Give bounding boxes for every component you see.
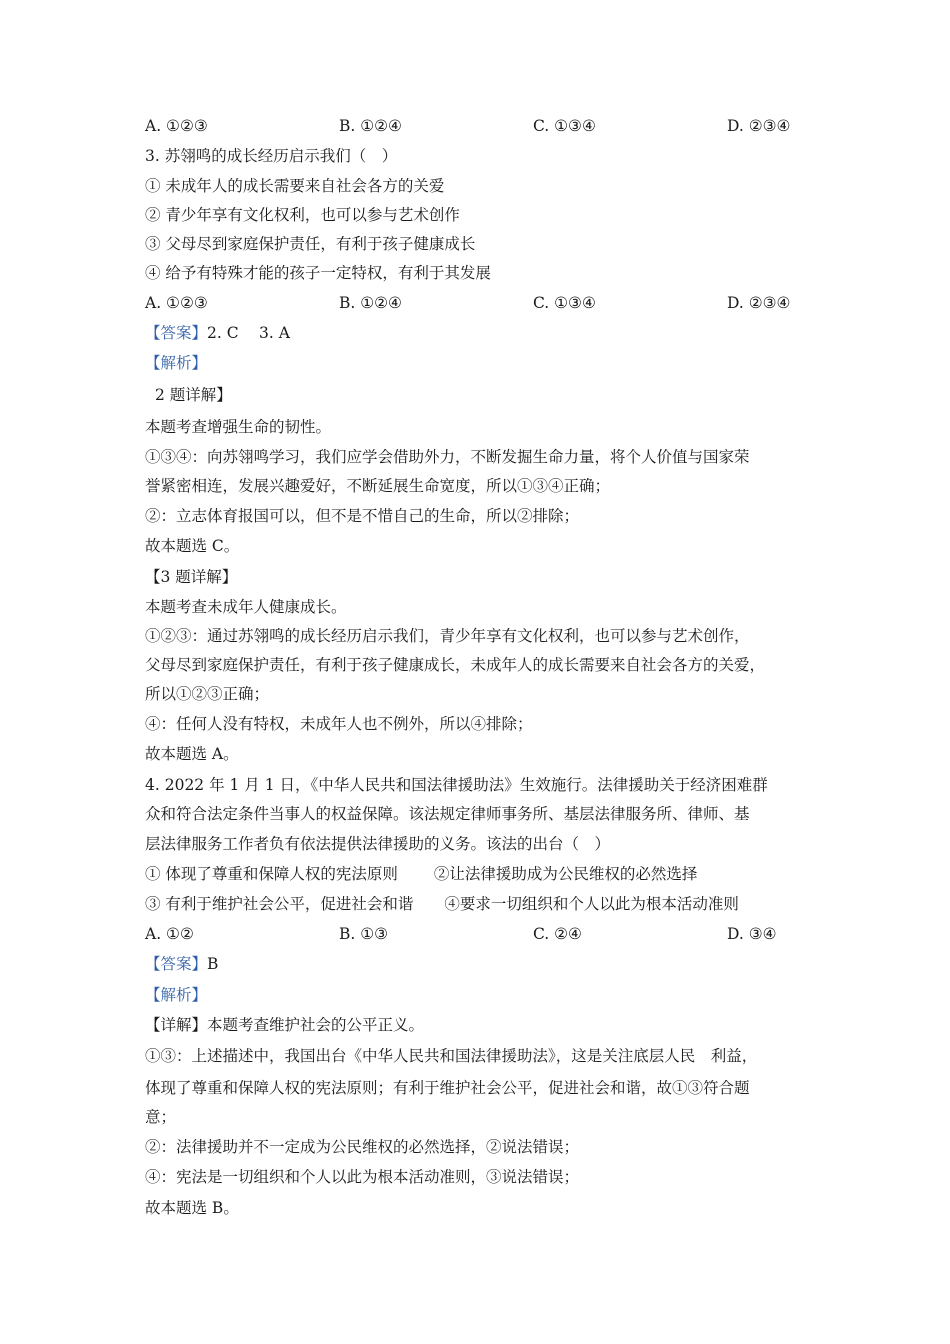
- q2-detail-line: ①③④：向苏翎鸣学习，我们应学会借助外力，不断发掘生命力量，将个人价值与国家荣: [145, 448, 750, 466]
- q4-detail-line: ①③：上述描述中，我国出台《中华人民共和国法律援助法》，这是关注底层人民 利益，: [145, 1047, 758, 1065]
- analysis-tag: 【解析】: [145, 986, 208, 1004]
- q3-detail-line: ④：任何人没有特权，未成年人也不例外，所以④排除；: [145, 715, 533, 733]
- q3-detail-line: ①②③：通过苏翎鸣的成长经历启示我们，青少年享有文化权利，也可以参与艺术创作，: [145, 627, 750, 645]
- option-b: B. ①②④: [339, 294, 402, 312]
- option-d: D. ③④: [727, 925, 777, 943]
- answer-tag: 【答案】: [145, 324, 208, 342]
- answer-text: 2. C 3. A: [207, 324, 290, 342]
- analysis-tag: 【解析】: [145, 354, 208, 372]
- q3-detail-line: 本题考查未成年人健康成长。: [145, 598, 347, 616]
- answer-line: [145, 322, 815, 344]
- q3-detail-line: 故本题选 A。: [145, 745, 239, 763]
- q4-detail-heading: [145, 1014, 815, 1036]
- q4-stem-line: 层法律服务工作者负有依法提供法律援助的义务。该法的出台（ ）: [145, 835, 611, 853]
- detail-tag: 【详解】: [145, 1016, 208, 1034]
- q3-item: ④ 给予有特殊才能的孩子一定特权，有利于其发展: [145, 264, 491, 282]
- option-d: D. ②③④: [727, 294, 791, 312]
- q4-detail-line: 意；: [145, 1108, 177, 1126]
- q2-detail-line: 誉紧密相连，发展兴趣爱好，不断延展生命宽度，所以①③④正确；: [145, 477, 611, 495]
- q3-options: [145, 292, 825, 314]
- q4-detail-line: ④：宪法是一切组织和个人以此为根本活动准则，③说法错误；: [145, 1168, 580, 1186]
- option-b: B. ①③: [339, 925, 389, 943]
- q2-options: [145, 115, 825, 137]
- q4-options: [145, 923, 825, 945]
- option-a: A. ①②③: [145, 117, 208, 135]
- q4-stem-line: 4. 2022 年 1 月 1 日，《中华人民共和国法律援助法》生效施行。法律援助关于经济困难群: [145, 776, 768, 794]
- answer-tag: 【答案】: [145, 955, 208, 973]
- q3-detail-line: 所以①②③正确；: [145, 685, 270, 703]
- q3-item: ① 未成年人的成长需要来自社会各方的关爱: [145, 177, 445, 195]
- q3-detail-heading: 【3 题详解】: [145, 568, 238, 586]
- detail-heading-text: 本题考查维护社会的公平正义。: [207, 1016, 425, 1034]
- option-c: C. ②④: [533, 925, 582, 943]
- q4-stem-line: 众和符合法定条件当事人的权益保障。该法规定律师事务所、基层法律服务所、律师、基: [145, 805, 750, 823]
- q3-stem: 3. 苏翎鸣的成长经历启示我们（ ）: [145, 147, 398, 165]
- q4-item: ③ 有利于维护社会公平，促进社会和谐 ④要求一切组织和个人以此为根本活动准则: [145, 895, 739, 913]
- q4-item: ① 体现了尊重和保障人权的宪法原则 ②让法律援助成为公民维权的必然选择: [145, 865, 698, 883]
- answer-line: [145, 953, 815, 975]
- option-b: B. ①②④: [339, 117, 402, 135]
- q2-detail-heading: 2 题详解】: [155, 386, 232, 404]
- option-d: D. ②③④: [727, 117, 791, 135]
- option-a: A. ①②③: [145, 294, 208, 312]
- q2-detail-line: 本题考查增强生命的韧性。: [145, 418, 332, 436]
- q4-detail-line: 体现了尊重和保障人权的宪法原则；有利于维护社会公平，促进社会和谐，故①③符合题: [145, 1079, 750, 1097]
- q3-detail-line: 父母尽到家庭保护责任，有利于孩子健康成长，未成年人的成长需要来自社会各方的关爱，: [145, 656, 766, 674]
- q4-detail-line: 故本题选 B。: [145, 1199, 239, 1217]
- option-c: C. ①③④: [533, 117, 596, 135]
- q4-detail-line: ②：法律援助并不一定成为公民维权的必然选择，②说法错误；: [145, 1138, 580, 1156]
- q2-detail-line: ②：立志体育报国可以，但不是不惜自己的生命，所以②排除；: [145, 507, 580, 525]
- option-a: A. ①②: [145, 925, 194, 943]
- q3-item: ② 青少年享有文化权利，也可以参与艺术创作: [145, 206, 460, 224]
- option-c: C. ①③④: [533, 294, 596, 312]
- q2-detail-line: 故本题选 C。: [145, 537, 240, 555]
- answer-text: B: [207, 955, 219, 973]
- q3-item: ③ 父母尽到家庭保护责任，有利于孩子健康成长: [145, 235, 476, 253]
